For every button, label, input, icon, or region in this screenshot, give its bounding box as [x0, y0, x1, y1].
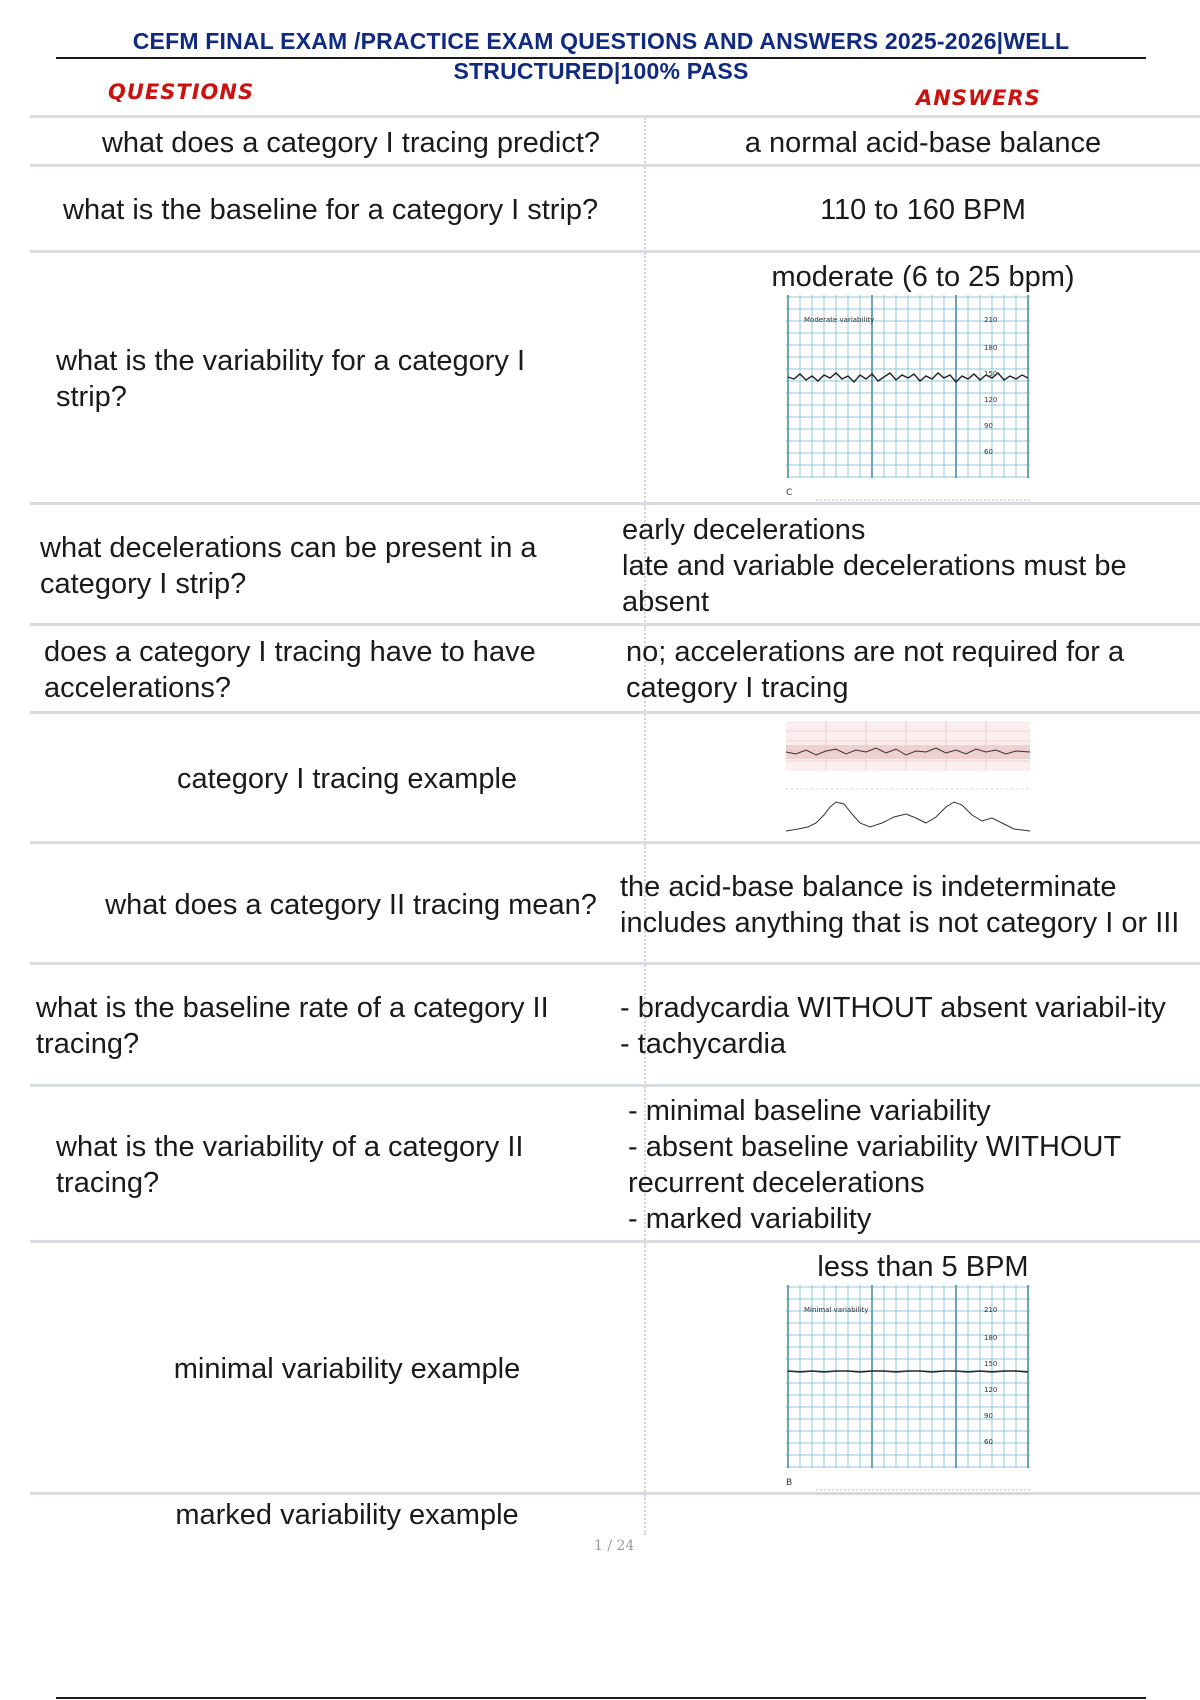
title-underline	[56, 57, 1146, 59]
footer-rule	[56, 1697, 1146, 1699]
uterine-contraction-trace	[786, 802, 1030, 831]
scale-label: 90	[984, 422, 993, 430]
table-row	[30, 1492, 1200, 1535]
scale-label: 210	[984, 316, 998, 324]
answer-line: late and variable decelerations must be absent	[622, 549, 1127, 618]
answer-line: - marked variability	[628, 1203, 872, 1235]
scale-label: 60	[984, 1438, 993, 1446]
question-cell: does a category I tracing have to have accelerations?	[44, 636, 536, 704]
scale-label: 150	[984, 1360, 998, 1368]
answer-line: includes anything that is not category I or III	[620, 906, 1180, 939]
scale-label: 60	[984, 448, 993, 456]
table-row	[30, 623, 1200, 714]
panel-letter: B	[786, 1478, 793, 1488]
questions-column-header: QUESTIONS	[108, 80, 255, 104]
question-cell: minimal variability example	[173, 1353, 521, 1385]
answer-cell: no; accelerations are not required for a category I tracing	[626, 636, 1125, 704]
table-row	[30, 1240, 1200, 1495]
answer-line: the acid-base balance is indeterminate	[620, 870, 1117, 903]
moderate-variability-strip-figure	[786, 295, 1062, 505]
table-row	[30, 962, 1200, 1087]
scale-label: 180	[984, 1334, 998, 1342]
question-cell: what is the variability of a category II tracing?	[56, 1131, 524, 1199]
question-cell: what does a category II tracing mean?	[105, 888, 597, 921]
question-cell: what is the baseline for a category I strip?	[63, 194, 599, 226]
answer-line: - minimal baseline variability	[628, 1095, 991, 1127]
scale-label: 90	[984, 1412, 993, 1420]
question-cell: what is the variability for a category I strip?	[56, 345, 526, 413]
answers-column-header: ANSWERS	[916, 86, 1041, 110]
answer-line: - absent baseline variability WITHOUT recurrent decelerations	[628, 1131, 1121, 1199]
figure-caption: Moderate variability	[804, 316, 875, 324]
table-row	[30, 841, 1200, 965]
answer-line: - tachycardia	[620, 1028, 787, 1060]
scale-label: 120	[984, 396, 998, 404]
question-cell: what is the baseline rate of a category II tracing?	[36, 992, 549, 1060]
question-cell: marked variability example	[175, 1499, 519, 1531]
panel-letter: C	[786, 488, 793, 498]
table-row	[30, 164, 1200, 253]
table-row	[30, 502, 1200, 626]
table-row	[30, 1084, 1200, 1243]
scale-label: 120	[984, 1386, 998, 1394]
document-title: CEFM FINAL EXAM /PRACTICE EXAM QUESTIONS AND ANSWERS 2025-2026|WELL STRUCTURED|100% PASS	[132, 28, 1070, 84]
answer-cell: less than 5 BPM	[817, 1251, 1029, 1283]
scale-label: 150	[984, 370, 998, 378]
category-i-tracing-figure	[786, 719, 1032, 837]
table-row	[30, 115, 1200, 167]
answer-cell: a normal acid-base balance	[744, 126, 1102, 159]
scale-label: 210	[984, 1306, 998, 1314]
question-cell: what does a category I tracing predict?	[101, 126, 601, 159]
table-row	[30, 711, 1200, 844]
minimal-variability-strip-figure	[786, 1285, 1062, 1495]
figure-caption: Minimal variability	[804, 1306, 869, 1314]
answer-line: early decelerations	[622, 513, 866, 546]
answer-line: - bradycardia WITHOUT absent variabil-ity	[620, 992, 1166, 1024]
table-row	[30, 250, 1200, 505]
page-number: 1 / 24	[594, 1538, 635, 1554]
answer-cell: 110 to 160 BPM	[820, 194, 1026, 226]
question-cell: what decelerations can be present in a category I strip?	[40, 531, 537, 600]
scale-label: 180	[984, 344, 998, 352]
answer-cell: moderate (6 to 25 bpm)	[771, 261, 1075, 293]
question-cell: category I tracing example	[176, 763, 518, 795]
